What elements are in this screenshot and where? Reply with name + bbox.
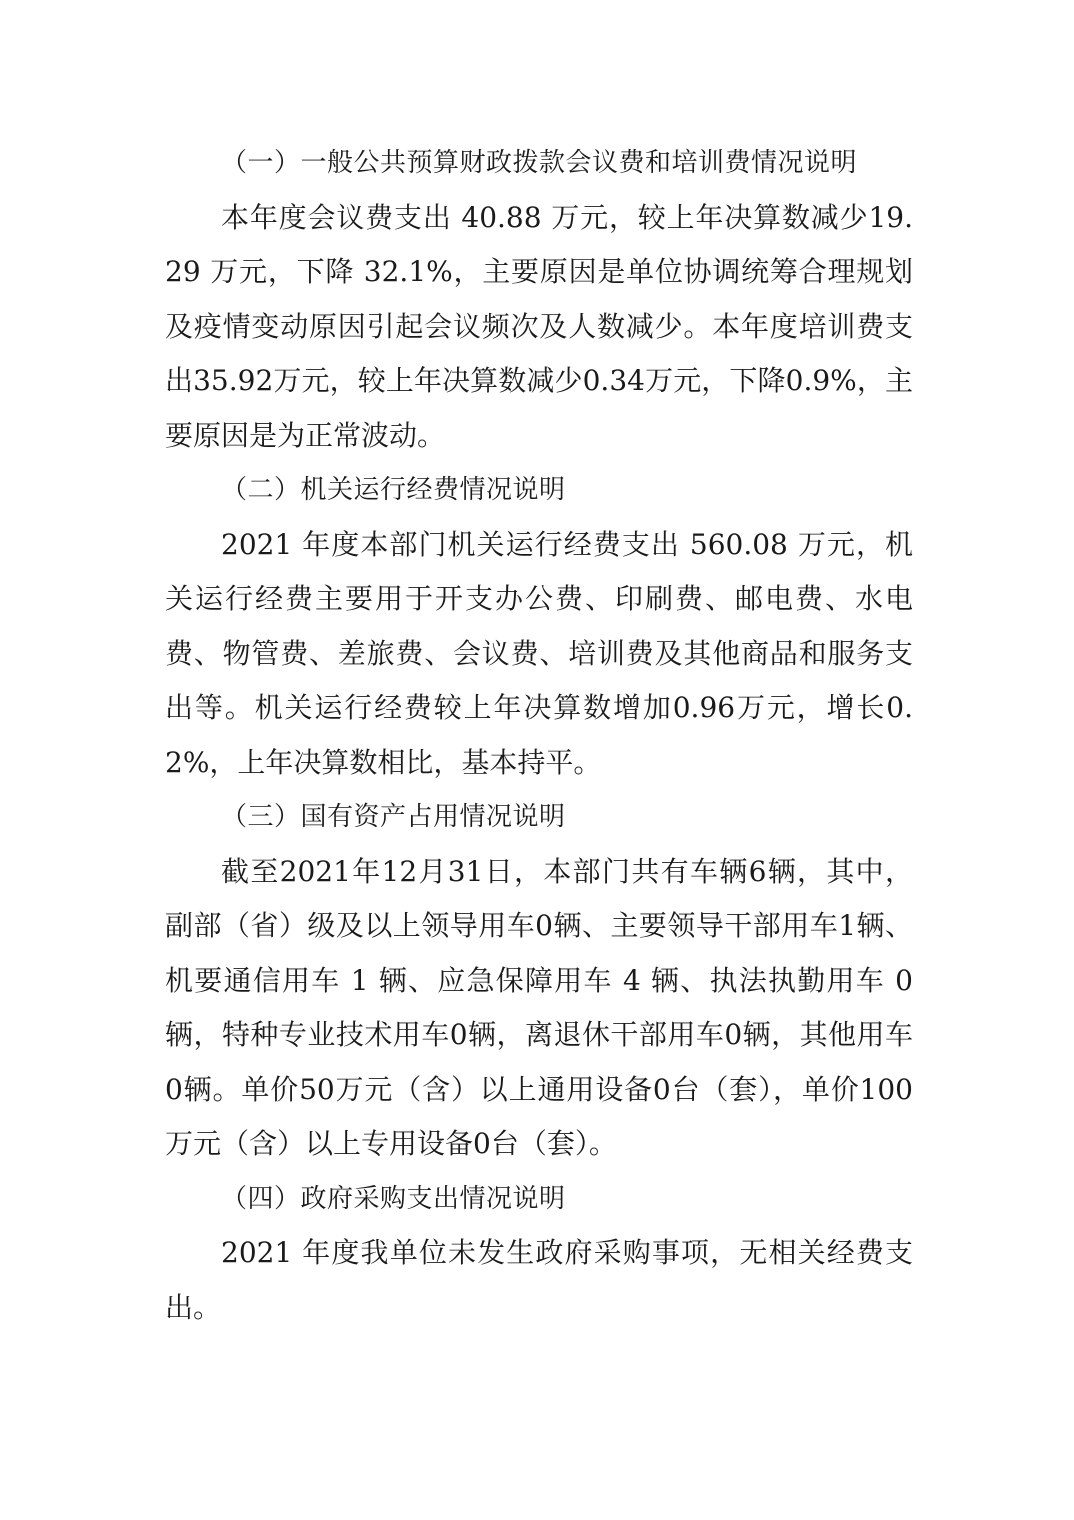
section-paragraph-3: 截至2021年12月31日，本部门共有车辆6辆，其中，副部（省）级及以上领导用车0辆、主要领导干部用车1辆、机要通信用车 1 辆、应急保障用车 4 辆、执法执勤用车 0辆，特种专业技术用车0辆，离退休干部用车0辆，其他用车0辆。单价50万元（含）以上通用设备0台（套），单价100万元（含）以上专用设备0台（套）。 [165, 854, 913, 1160]
section-heading-2: （二）机关运行经费情况说明 [221, 475, 566, 505]
section-paragraph-1: 本年度会议费支出 40.88 万元，较上年决算数减少19.29 万元，下降 32.1%，主要原因是单位协调统筹合理规划及疫情变动原因引起会议频次及人数减少。本年度培训费支出35.92万元，较上年决算数减少0.34万元，下降0.9%，主要原因是为正常波动。 [165, 200, 913, 452]
document-body [165, 136, 913, 1335]
section-heading-3: （三）国有资产占用情况说明 [221, 802, 566, 832]
section-heading-1: （一）一般公共预算财政拨款会议费和培训费情况说明 [221, 148, 858, 178]
section-paragraph-2: 2021 年度本部门机关运行经费支出 560.08 万元，机关运行经费主要用于开支办公费、印刷费、邮电费、水电费、物管费、差旅费、会议费、培训费及其他商品和服务支出等。机关运行经费较上年决算数增加0.96万元，增长0.2%，上年决算数相比，基本持平。 [165, 527, 913, 779]
section-paragraph-4: 2021 年度我单位未发生政府采购事项，无相关经费支出。 [165, 1236, 913, 1324]
section-heading-4: （四）政府采购支出情况说明 [221, 1183, 566, 1214]
